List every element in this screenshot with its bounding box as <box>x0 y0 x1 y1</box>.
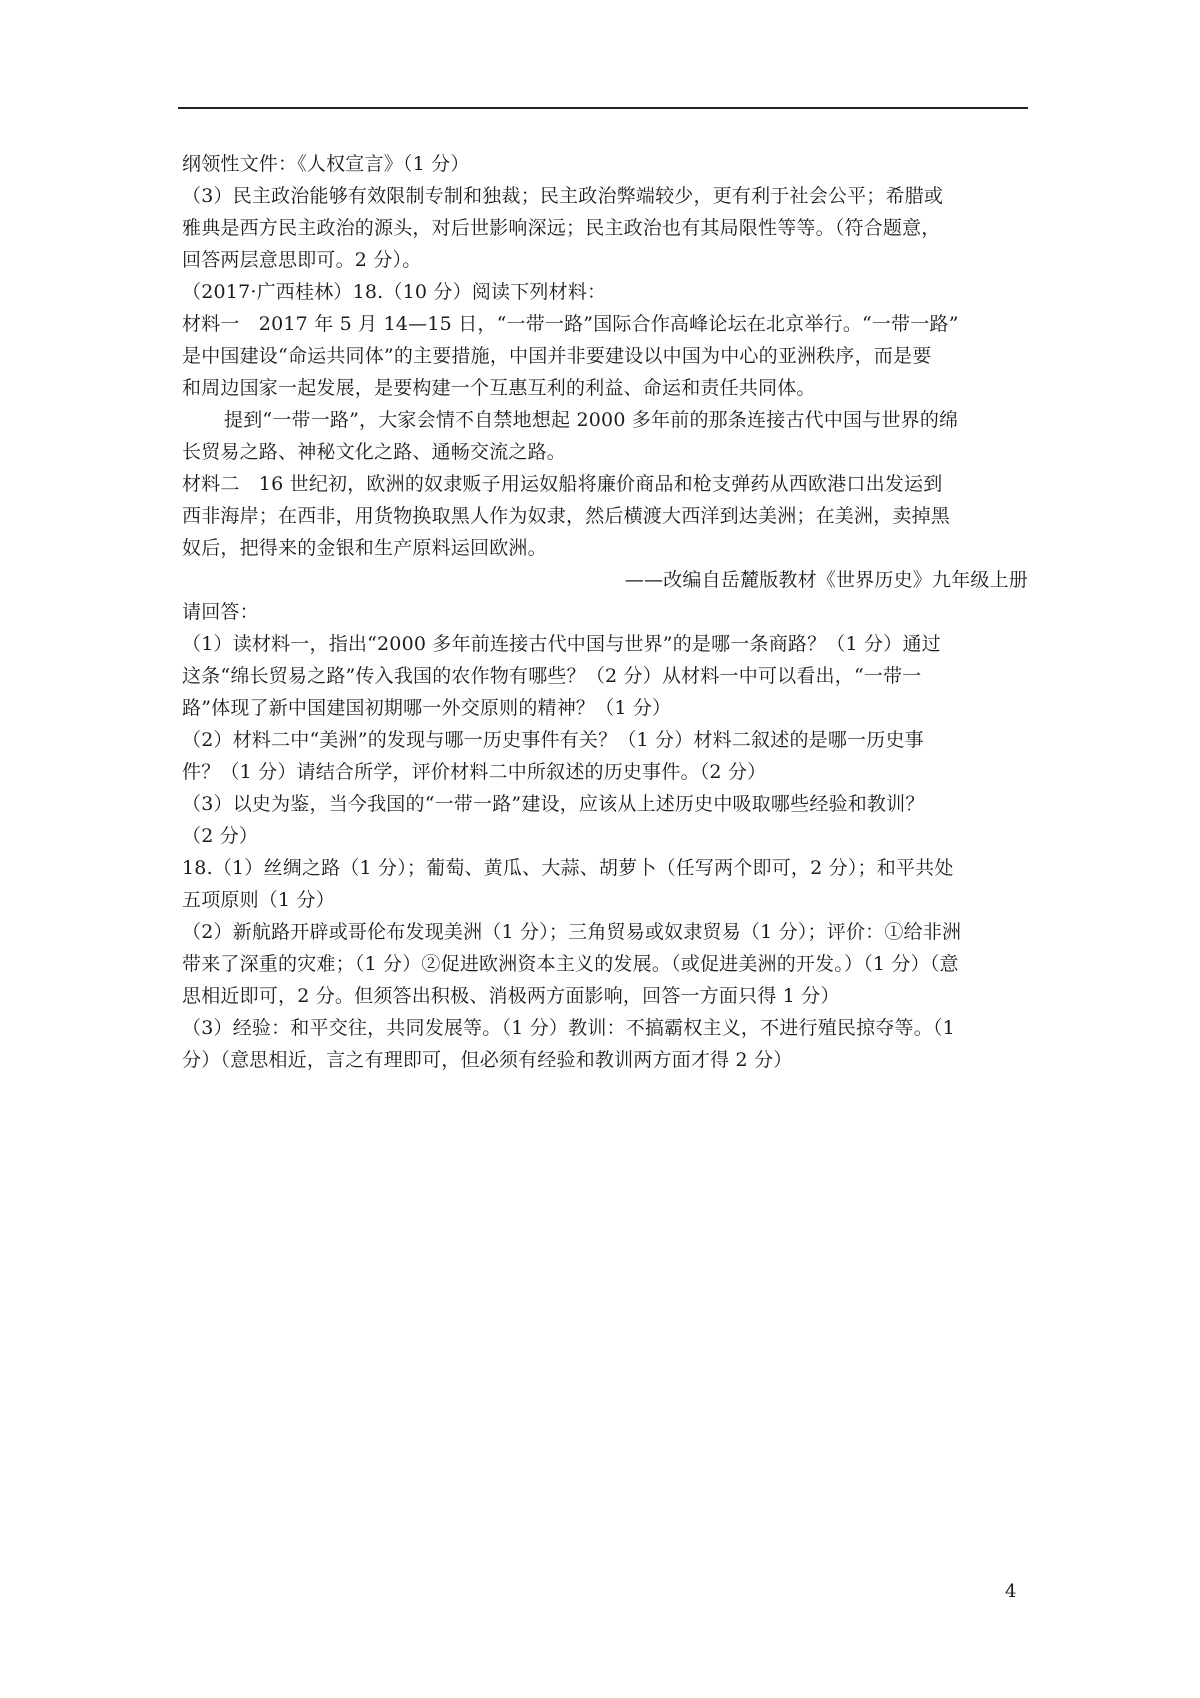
document-body <box>182 148 1028 1076</box>
question-header: （2017·广西桂林）18.（10 分）阅读下列材料： <box>182 281 607 303</box>
text-line: 纲领性文件：《人权宣言》（1 分） <box>182 153 470 175</box>
text-line: （2 分） <box>182 825 259 847</box>
text-line: 带来了深重的灾难；（1 分）②促进欧洲资本主义的发展。（或促进美洲的开发。）（1 分）（意 <box>182 953 959 975</box>
subquestions <box>182 628 1028 852</box>
text-line: 提到“一带一路”，大家会情不自禁地想起 2000 多年前的那条连接古代中国与世界的绵 <box>224 409 959 431</box>
text-line: 思相近即可，2 分。但须答出积极、消极两方面影响，回答一方面只得 1 分） <box>182 985 840 1007</box>
source-citation: ——改编自岳麓版教材《世界历史》九年级上册 <box>624 569 1028 591</box>
text-line: 西非海岸；在西非，用货物换取黑人作为奴隶，然后横渡大西洋到达美洲；在美洲，卖掉黑 <box>182 505 951 527</box>
text-line: 奴后，把得来的金银和生产原料运回欧洲。 <box>182 537 547 559</box>
text-line: （1）读材料一，指出“2000 多年前连接古代中国与世界”的是哪一条商路？（1 分）通过 <box>182 633 941 655</box>
text-line: 是中国建设“命运共同体”的主要措施，中国并非要建设以中国为中心的亚洲秩序，而是要 <box>182 345 932 367</box>
question-18 <box>182 276 1028 852</box>
text-line: 回答两层意思即可。2 分）。 <box>182 249 422 271</box>
text-line: （3）以史为鉴，当今我国的“一带一路”建设，应该从上述历史中吸取哪些经验和教训？ <box>182 793 925 815</box>
text-line: 路”体现了新中国建国初期哪一外交原则的精神？（1 分） <box>182 697 672 719</box>
previous-answer-continuation <box>182 148 1028 276</box>
text-line: 和周边国家一起发展，是要构建一个互惠互利的利益、命运和责任共同体。 <box>182 377 816 399</box>
text-line: 分）（意思相近，言之有理即可，但必须有经验和教训两方面才得 2 分） <box>182 1049 793 1071</box>
material-two <box>182 468 1028 596</box>
text-line: 材料二 16 世纪初，欧洲的奴隶贩子用运奴船将廉价商品和枪支弹药从西欧港口出发运到 <box>182 473 943 495</box>
text-line: 这条“绵长贸易之路”传入我国的农作物有哪些？（2 分）从材料一中可以看出，“一带一 <box>182 665 922 687</box>
answer-18 <box>182 852 1028 1076</box>
text-line: （2）新航路开辟或哥伦布发现美洲（1 分）；三角贸易或奴隶贸易（1 分）；评价：①给非洲 <box>182 921 962 943</box>
question-prompt: 请回答： <box>182 601 259 623</box>
text-line: 长贸易之路、神秘文化之路、通畅交流之路。 <box>182 441 567 463</box>
text-line: （3）经验：和平交往，共同发展等。（1 分）教训：不搞霸权主义，不进行殖民掠夺等。（1 <box>182 1017 955 1039</box>
text-line: （3）民主政治能够有效限制专制和独裁；民主政治弊端较少，更有利于社会公平；希腊或 <box>182 185 944 207</box>
text-line: 18.（1）丝绸之路（1 分）；葡萄、黄瓜、大蒜、胡萝卜（任写两个即可，2 分）；和平共处 <box>182 857 954 879</box>
material-one <box>182 308 1028 468</box>
text-line: （2）材料二中“美洲”的发现与哪一历史事件有关？（1 分）材料二叙述的是哪一历史事 <box>182 729 924 751</box>
page-number: 4 <box>1005 1581 1017 1602</box>
header-rule <box>178 107 1028 109</box>
text-line: 材料一 2017 年 5 月 14—15 日，“一带一路”国际合作高峰论坛在北京举行。“一带一路” <box>182 313 959 335</box>
text-line: 件？（1 分）请结合所学，评价材料二中所叙述的历史事件。（2 分） <box>182 761 767 783</box>
text-line: 五项原则（1 分） <box>182 889 335 911</box>
text-line: 雅典是西方民主政治的源头，对后世影响深远；民主政治也有其局限性等等。（符合题意， <box>182 217 941 239</box>
